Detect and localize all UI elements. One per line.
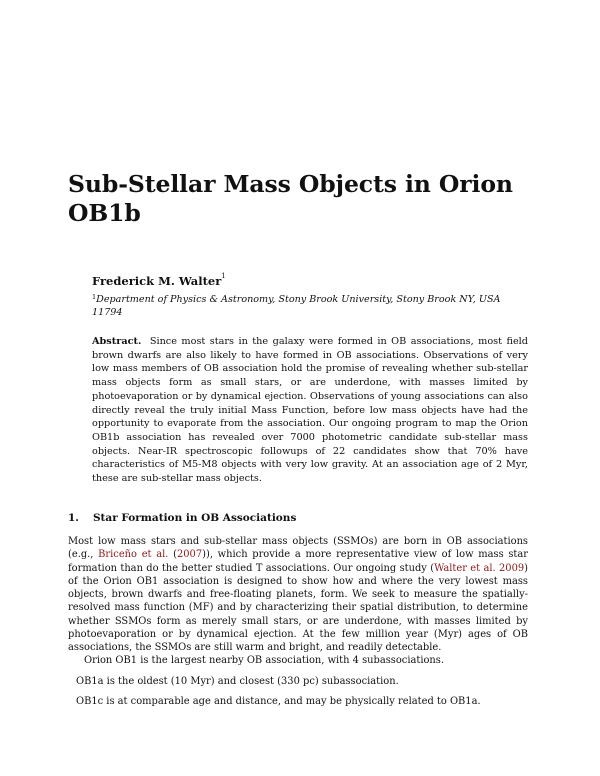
paragraph-1-text-a: Most low mass stars and sub-stellar mass objects (SSMOs) are born in OB associations (e.g., <box>68 536 528 561</box>
citation-briceno-year[interactable]: 2007 <box>176 549 203 561</box>
affiliation-marker: 1 <box>92 293 97 301</box>
abstract-label: Abstract. <box>92 336 142 347</box>
paragraph-1-text-d: ) of the Orion OB1 association is designed to show how and where the very lowest mass objects, brown dwarfs and free-floating planets, form. We seek to measure the spatially-resolved mass function (MF) and by characterizing their spatial distribution, to determine whether SSMOs form as merely small stars, or are underdone, with masses limited by photoevaporation or by dynamical ejection. At the few million year (Myr) ages of OB associations, the SSMOs are still warm and bright, and readily detectable. <box>68 562 528 654</box>
paper-title: Sub-Stellar Mass Objects in Orion OB1b <box>68 170 513 227</box>
abstract <box>92 335 528 486</box>
section-heading <box>68 512 296 524</box>
affiliation-text: Department of Physics & Astronomy, Stony Brook University, Stony Brook NY, USA 11794 <box>92 294 501 318</box>
section-number: 1. <box>68 512 79 524</box>
section-title: Star Formation in OB Associations <box>92 512 297 524</box>
abstract-text: Since most stars in the galaxy were formed in OB associations, most field brown dwarfs are also likely to have formed in OB associations. Observations of very low mass members of OB association hold the promise of revealing whether sub-stellar mass objects form as small stars, or are underdone, with masses limited by photoevaporation or by dynamical ejection. Observations of young associations can also directly reveal the truly initial Mass Function, before low mass objects have had the opportunity to evaporate from the association. Our ongoing program to map the Orion OB1b association has revealed over 7000 photometric candidate sub-stellar mass objects. Near-IR spectroscopic followups of 22 candidates show that 70% have characteristics of M5-M8 objects with very low gravity. At an association age of 2 Myr, these are sub-stellar mass objects. <box>92 336 528 485</box>
author-name: Frederick M. Walter <box>92 274 222 288</box>
author-affiliation-marker: 1 <box>221 272 226 280</box>
paragraph-4: OB1c is at comparable age and distance, and may be physically related to OB1a. <box>76 696 481 707</box>
paragraph-1-text-c: )), which provide a more representative view of low mass star formation than do the better studied T associations. Our ongoing study ( <box>68 549 528 574</box>
citation-walter-2009[interactable]: Walter et al. 2009 <box>434 562 525 574</box>
paragraph-1 <box>68 535 528 655</box>
affiliation <box>92 293 532 319</box>
paragraph-3: OB1a is the oldest (10 Myr) and closest (330 pc) subassociation. <box>76 676 399 687</box>
author-line <box>92 274 226 288</box>
citation-briceno-authors[interactable]: Briceño et al. <box>98 549 169 561</box>
paragraph-1-text-b: ( <box>168 549 177 561</box>
paragraph-2: Orion OB1 is the largest nearby OB association, with 4 subassociations. <box>84 655 445 666</box>
